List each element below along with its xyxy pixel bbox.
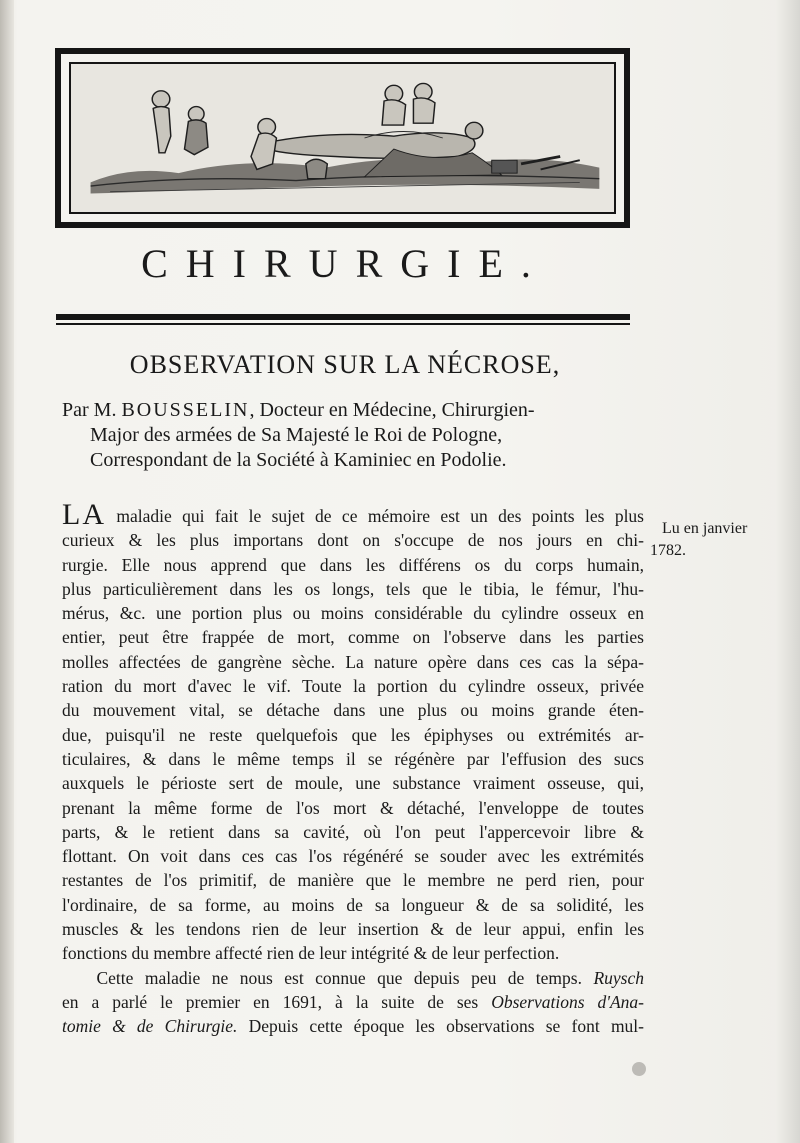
- body-line: muscles & les tendons rien de leur insertion & de leur appui, enfin les: [62, 919, 644, 940]
- body-line: en a parlé le premier en 1691, à la suite de ses Observations d'Ana-: [62, 991, 644, 1012]
- page-edge: [0, 0, 14, 1143]
- body-line: entier, peut être frappée de mort, comme on l'observe dans les parties: [62, 627, 644, 648]
- body-line: ration du mort d'avec le vif. Toute la portion du cylindre osseux, privée: [62, 676, 644, 697]
- body-line: du mouvement vital, se détache dans une plus ou moins grande éten-: [62, 700, 644, 721]
- body-line: l'ordinaire, de sa forme, au moins de sa longueur & de sa solidité, les: [62, 894, 644, 915]
- body-line: auxquels le périoste sert de moule, une substance vraiment osseuse, qui,: [62, 773, 644, 794]
- body-line: fonctions du membre affecté rien de leur intégrité & de leur perfection.: [62, 943, 560, 964]
- byline-line-2: Major des armées de Sa Majesté le Roi de Pologne,: [90, 424, 503, 446]
- body-line: prenant la même forme de l'os mort & détaché, l'enveloppe de toutes: [62, 797, 644, 818]
- body-line: due, puisqu'il ne reste quelquefois que les épiphyses ou extrémités ar-: [62, 724, 644, 745]
- body-line: ticulaires, & dans le même temps il se régénère par l'effusion des sucs: [62, 748, 644, 769]
- ink-spot: [632, 1062, 646, 1076]
- byline-prefix: Par M.: [62, 399, 117, 421]
- author-byline: [62, 398, 662, 473]
- byline-line-1: [62, 398, 662, 423]
- body-line: flottant. On voit dans ces cas l'os régénéré se souder avec les extrémités: [62, 846, 644, 867]
- headpiece-engraving: [55, 48, 630, 228]
- engraving-illustration: [71, 64, 614, 212]
- body-line: rurgie. Elle nous apprend que dans les différens os du corps humain,: [62, 554, 644, 575]
- author-name: BOUSSELIN: [121, 399, 250, 421]
- title-rule: [56, 314, 630, 320]
- margin-note: [650, 518, 780, 562]
- body-line: curieux & les plus importans dont on s'occupe de nos jours en chi-: [62, 530, 644, 551]
- title-rule-thin: [56, 323, 630, 325]
- section-title: CHIRURGIE.: [141, 241, 549, 286]
- drop-cap: LA: [62, 498, 106, 531]
- margin-note-line-2: 1782.: [650, 542, 686, 559]
- body-line: tomie & de Chirurgie. Depuis cette époque les observations se font mul-: [62, 1016, 644, 1037]
- body-line: mérus, &c. une portion plus ou moins considérable du cylindre osseux en: [62, 603, 644, 624]
- byline-line-3: Correspondant de la Société à Kaminiec en Podolie.: [90, 449, 507, 471]
- body-line: Cette maladie ne nous est connue que depuis peu de temps. Ruysch: [96, 967, 645, 988]
- body-line: LA maladie qui fait le sujet de ce mémoire est un des points les plus: [62, 498, 644, 531]
- observation-title: OBSERVATION SUR LA NÉCROSE,: [129, 350, 561, 379]
- body-line: parts, & le retient dans sa cavité, où l'on peut l'appercevoir libre &: [62, 821, 644, 842]
- margin-note-line-1: Lu en janvier: [662, 520, 748, 537]
- body-text: [62, 498, 645, 1039]
- body-line: plus particulièrement dans les os longs, tels que le tibia, le fémur, l'hu-: [62, 578, 644, 599]
- body-line: molles affectées de gangrène sèche. La nature opère dans ces cas la sépa-: [62, 651, 644, 672]
- page-shadow: [776, 0, 800, 1143]
- engraving-frame: [69, 62, 616, 214]
- byline-suffix: , Docteur en Médecine, Chirurgien-: [249, 399, 535, 421]
- body-line: restantes de l'os primitif, de manière que le membre ne perd rien, pour: [62, 870, 644, 891]
